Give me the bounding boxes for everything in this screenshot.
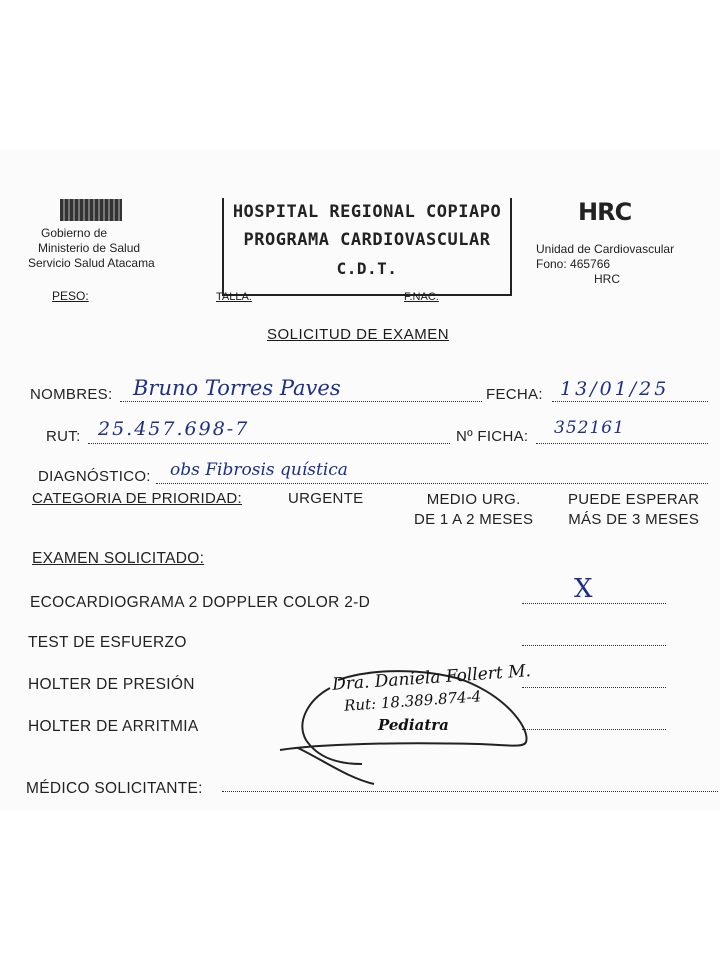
nombres-value: Bruno Torres Paves [133,376,341,400]
exam-holter-presion-line [522,686,666,688]
exam-esfuerzo-line [522,644,666,646]
nombres-label: NOMBRES: [30,386,113,403]
hospital-name: HOSPITAL REGIONAL COPIAPO [232,202,502,222]
stamp-name: Dra. Daniela Follert M. [331,661,532,695]
diagnostico-value: obs Fibrosis quística [170,460,348,480]
exam-holter-arritmia-label: HOLTER DE ARRITMIA [28,718,199,735]
ficha-line [536,442,708,444]
ficha-label: Nº FICHA: [456,428,529,445]
diagnostico-line [156,482,708,484]
fecha-value: 13/01/25 [560,378,670,400]
gobierno-text: Gobierno de [41,226,108,240]
cdt-label: C.D.T. [336,259,398,278]
examen-label: EXAMEN SOLICITADO: [32,550,205,567]
diagnostico-label: DIAGNÓSTICO: [38,468,151,485]
fnac-label: F.NAC: [404,291,439,303]
urgente-option: URGENTE [288,490,364,507]
talla-label: TALLA: [216,291,252,303]
rut-label: RUT: [46,428,81,445]
exam-eco-label: ECOCARDIOGRAMA 2 DOPPLER COLOR 2-D [30,594,371,611]
stamp-rut: Rut: 18.389.874-4 [343,687,482,715]
medio-urg-line1: MEDIO URG. [426,491,521,508]
header-left [28,226,155,271]
exam-eco-line [522,602,666,604]
puede-esperar-line1: PUEDE ESPERAR [568,491,700,508]
servicio-text: Servicio Salud Atacama [28,256,155,270]
hrc-logo: HRC [578,198,632,226]
header-right [536,242,674,287]
medio-urg-line2: DE 1 A 2 MESES [414,511,534,528]
peso-label: PESO: [52,289,89,303]
fecha-line [552,400,708,402]
stamp-title: Pediatra [378,716,449,734]
programa-name: PROGRAMA CARDIOVASCULAR [243,230,491,250]
medico-line [222,790,718,792]
fecha-label: FECHA: [486,386,543,403]
rut-value: 25.457.698-7 [98,418,250,440]
prioridad-label: CATEGORIA DE PRIORIDAD: [32,490,242,507]
exam-holter-presion-label: HOLTER DE PRESIÓN [28,676,195,693]
hrc-text: HRC [594,272,620,286]
unidad-text: Unidad de Cardiovascular [536,242,675,256]
puede-esperar-option [568,490,699,530]
exam-holter-arritmia-line [522,728,666,730]
ficha-value: 352161 [554,418,625,438]
ministerio-text: Ministerio de Salud [38,241,141,255]
form-title: SOLICITUD DE EXAMEN [267,326,450,343]
nombres-line [120,400,482,402]
medico-label: MÉDICO SOLICITANTE: [26,780,203,797]
hospital-header-box [222,198,512,296]
exam-esfuerzo-label: TEST DE ESFUERZO [28,634,187,651]
gobierno-logo [60,199,122,221]
rut-line [88,442,450,444]
puede-esperar-line2: MÁS DE 3 MESES [568,511,700,528]
fono-text: Fono: 465766 [536,257,611,271]
medio-urg-option [414,490,533,530]
exam-eco-mark: X [574,574,593,604]
